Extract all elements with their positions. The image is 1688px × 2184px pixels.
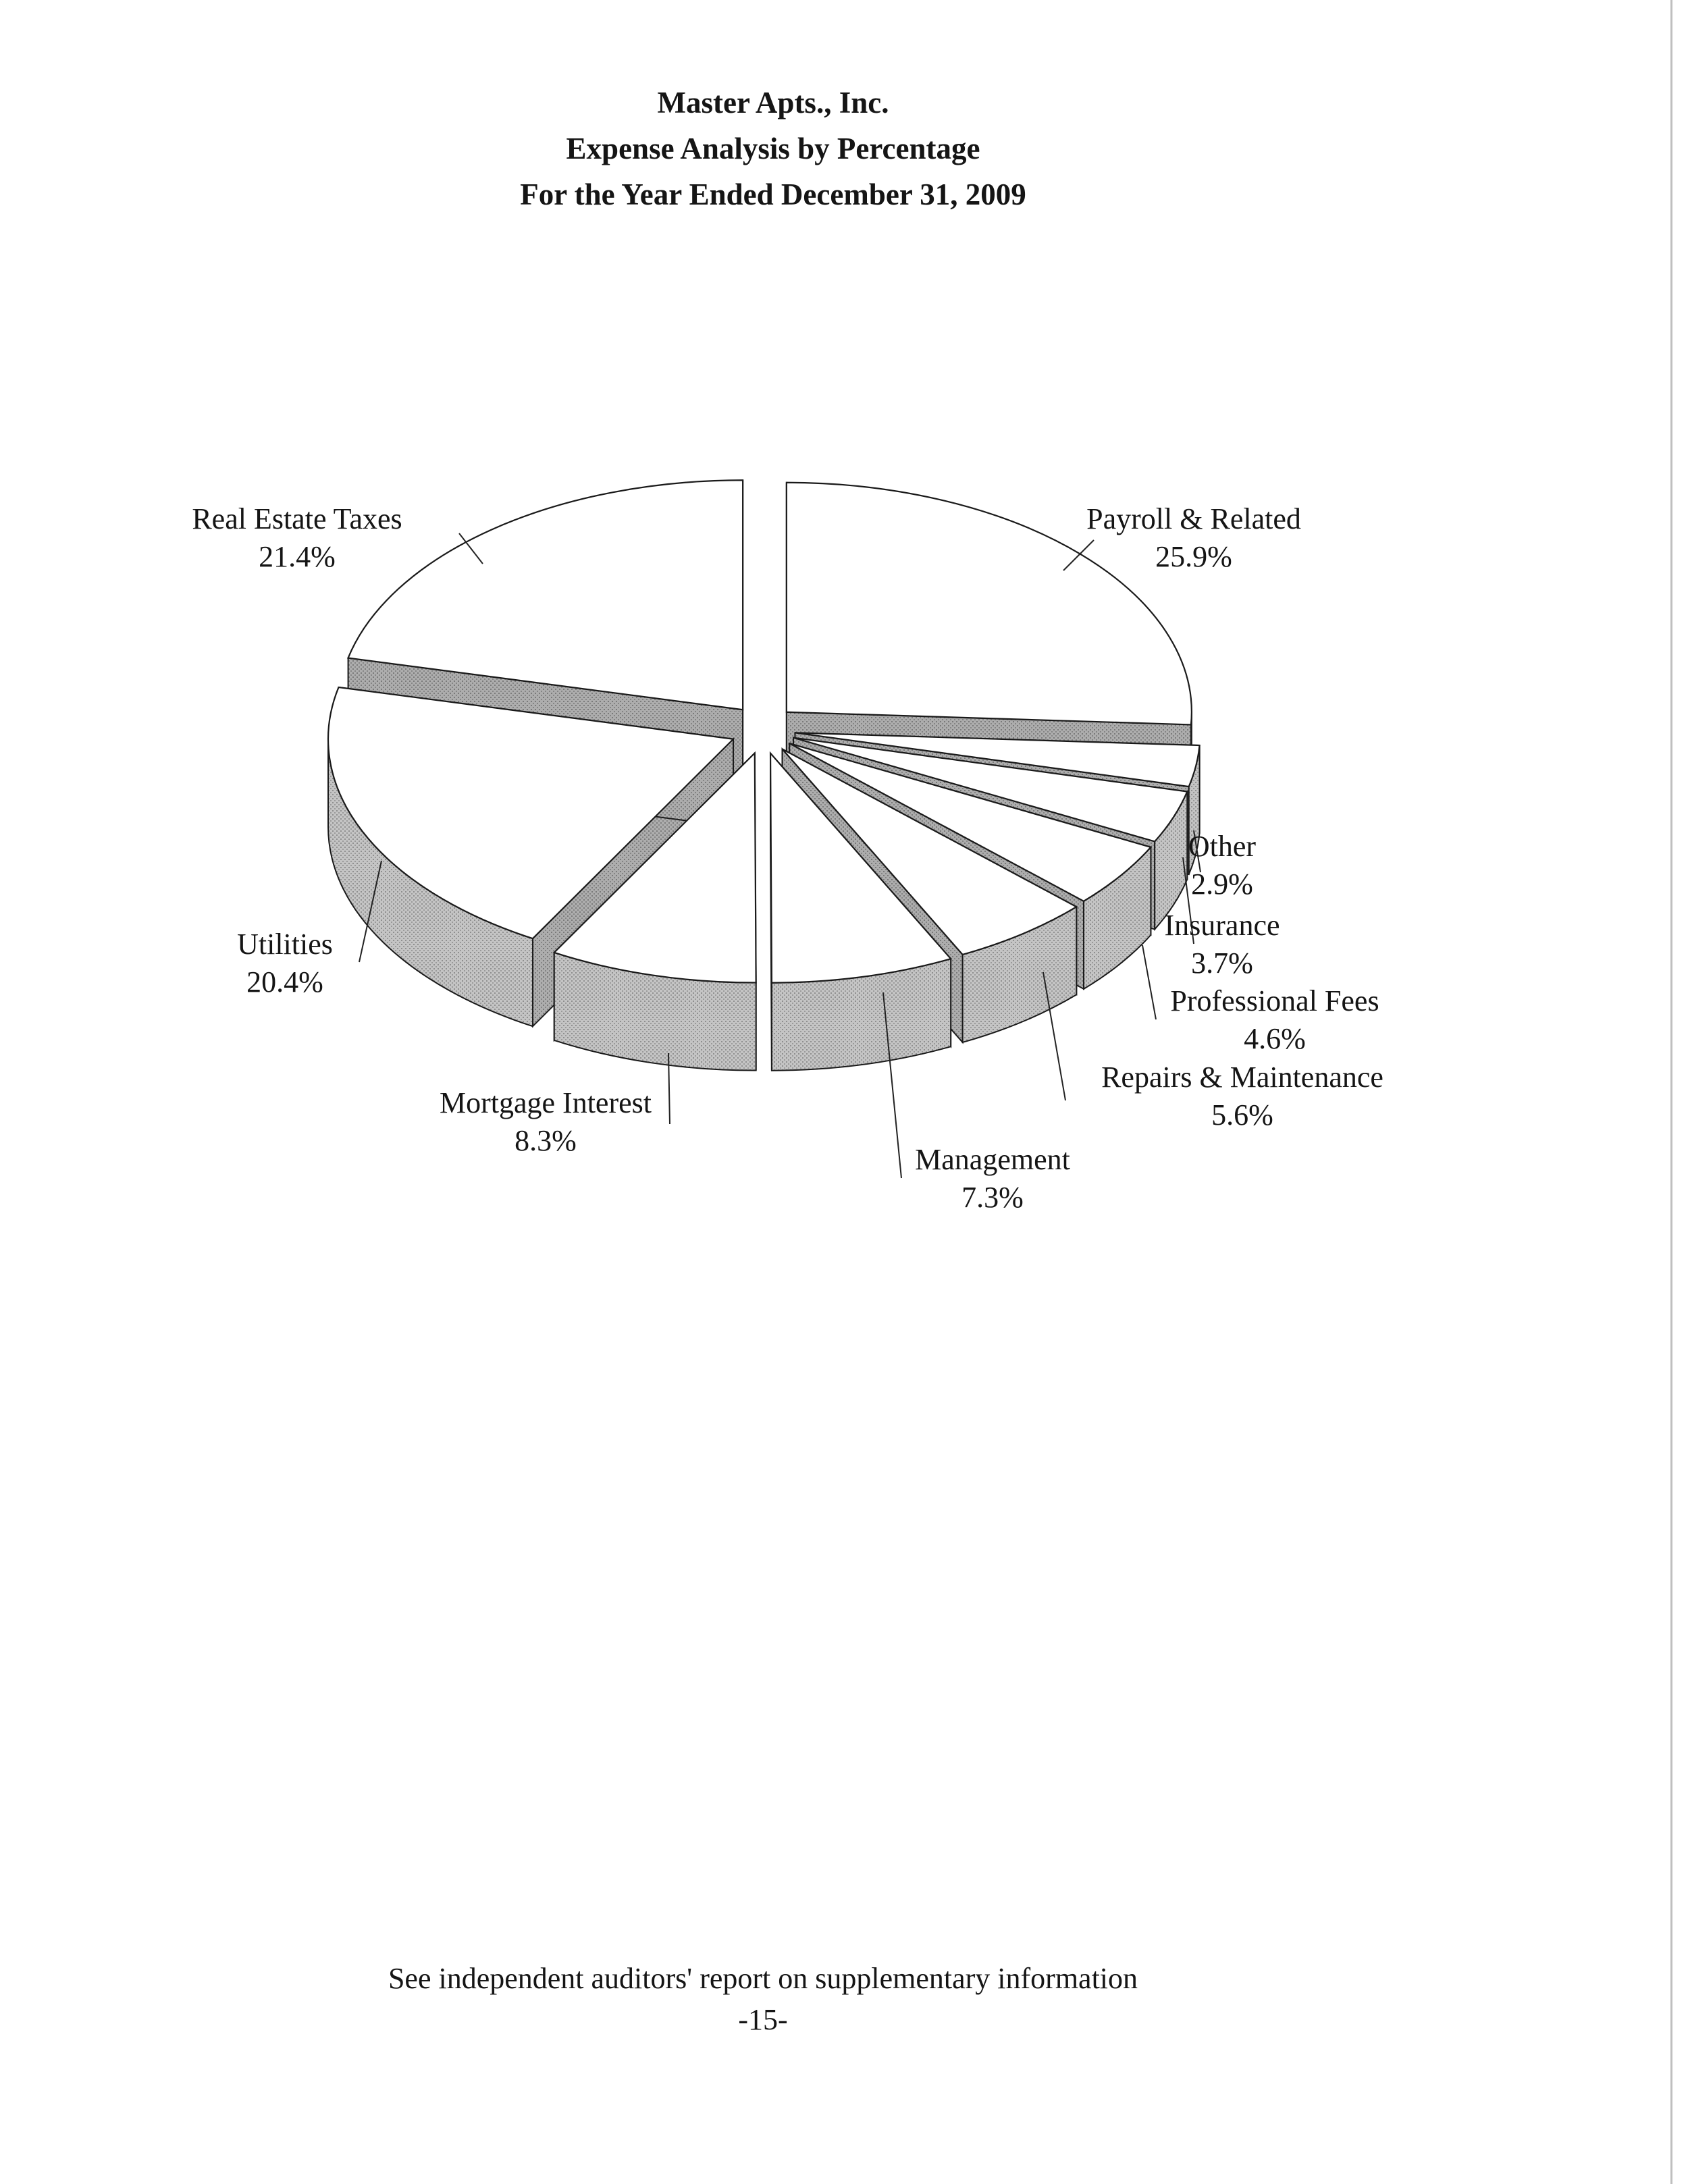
slice-label: Other: [1188, 830, 1257, 863]
label-group-professional-fees: [1142, 945, 1379, 1055]
company-name: Master Apts., Inc.: [657, 86, 889, 119]
slice-label: Insurance: [1164, 909, 1280, 942]
slice-label: Professional Fees: [1170, 984, 1379, 1017]
slice-value-label: 20.4%: [246, 965, 323, 998]
slice-label: Mortgage Interest: [440, 1086, 652, 1119]
slice-value-label: 25.9%: [1155, 540, 1232, 573]
slice-label: Real Estate Taxes: [192, 502, 402, 535]
slice-label: Utilities: [237, 928, 333, 961]
leader-line: [1142, 945, 1156, 1019]
slice-value-label: 8.3%: [515, 1124, 577, 1157]
report-title: Expense Analysis by Percentage: [566, 132, 980, 165]
slice-value-label: 4.6%: [1244, 1022, 1306, 1055]
slice-value-label: 2.9%: [1191, 868, 1253, 901]
slice-value-label: 7.3%: [961, 1181, 1024, 1214]
pie-slices: [328, 480, 1200, 1070]
slice-value-label: 3.7%: [1191, 947, 1253, 980]
label-group-mortgage-interest: [440, 1053, 670, 1157]
page-number: -15-: [738, 2003, 788, 2036]
slice-label: Repairs & Maintenance: [1101, 1061, 1383, 1094]
scan-edge-line: [1670, 0, 1672, 2184]
label-group-other: [1188, 830, 1257, 901]
slice-value-label: 5.6%: [1211, 1098, 1273, 1131]
footer-note: See independent auditors' report on supplementary information: [388, 1962, 1138, 1995]
slice-label: Management: [915, 1143, 1070, 1176]
label-group-payroll-related: [1063, 502, 1301, 573]
slice-value-label: 21.4%: [259, 540, 336, 573]
report-period: For the Year Ended December 31, 2009: [520, 178, 1026, 211]
slice-label: Payroll & Related: [1086, 502, 1301, 535]
